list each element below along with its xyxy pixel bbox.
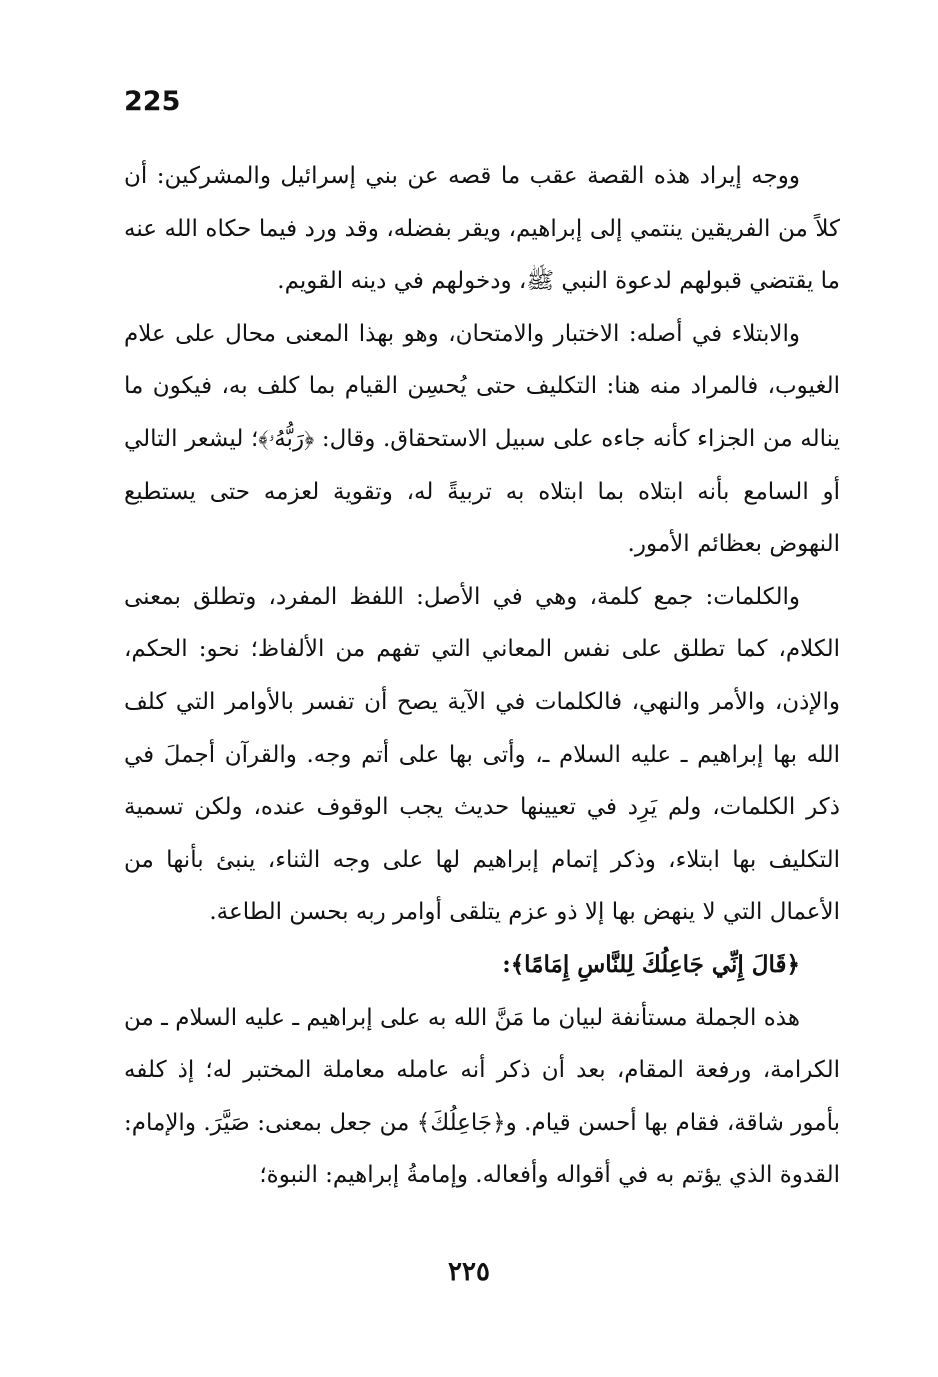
paragraph: ووجه إيراد هذه القصة عقب ما قصه عن بني إسرائيل والمشركين: أن كلاً من الفريقين ينتمي إلى إبراهيم، ويقر بفضله، وقد ورد فيما حكاه الله عنه ما يقتضي قبولهم لدعوة النبي ﷺ، ودخولهم في دينه القويم. [124, 163, 840, 295]
paragraph: والكلمات: جمع كلمة، وهي في الأصل: اللفظ المفرد، وتطلق بمعنى الكلام، كما تطلق على نفس المعاني التي تفهم من الألفاظ؛ نحو: الحكم، والإذن، والأمر والنهي، فالكلمات في الآية يصح أن تفسر بالأوامر التي كلف الله بها إبراهيم ـ عليه السلام ـ، وأتى بها على أتم وجه. والقرآن أجملَ في ذكر الكلمات، ولم يَرِد في تعيينها حديث يجب الوقوف عنده، ولكن تسمية التكليف بها ابتلاء، وذكر إتمام إبراهيم لها على وجه الثناء، ينبئ بأنها من الأعمال التي لا ينهض بها إلا ذو عزم يتلقى أوامر ربه بحسن الطاعة. [124, 583, 840, 926]
page-number-top: 225 [124, 86, 181, 117]
paragraph: هذه الجملة مستأنفة لبيان ما مَنَّ الله به على إبراهيم ـ عليه السلام ـ من الكرامة، ورفعة المقام، بعد أن ذكر أنه عامله معاملة المختبر له؛ إذ كلفه بأمور شاقة، فقام بها أحسن قيام. و﴿جَاعِلُكَ﴾ من جعل بمعنى: صَيَّرَ. والإمام: القدوة الذي يؤتم به في أقواله وأفعاله. وإمامةُ إبراهيم: النبوة؛ [124, 1004, 840, 1189]
paragraph: والابتلاء في أصله: الاختبار والامتحان، وهو بهذا المعنى محال على علام الغيوب، فالمراد منه هنا: التكليف حتى يُحسِن القيام بما كلف به، فيكون ما يناله من الجزاء كأنه جاءه على سبيل الاستحقاق. وقال: ﴿رَبُّهُۥ﴾؛ ليشعر التالي أو السامع بأنه ابتلاه بما ابتلاه به تربيةً له، وتقوية لعزمه حتى يستطيع النهوض بعظائم الأمور. [124, 320, 840, 558]
verse-heading: ﴿قَالَ إِنِّي جَاعِلُكَ لِلنَّاسِ إِمَامًا﴾: [502, 950, 800, 978]
page-body [124, 150, 840, 1202]
page-number-bottom: ٢٢٥ [448, 1257, 490, 1287]
